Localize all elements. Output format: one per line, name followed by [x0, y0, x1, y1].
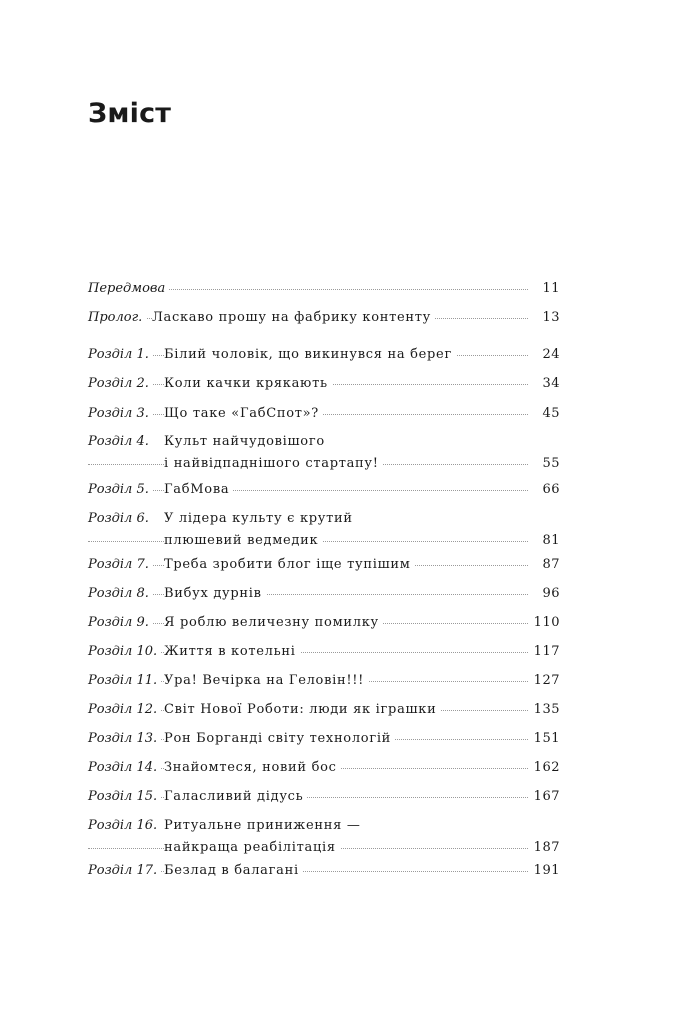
- entry-title: Галасливий дідусь: [164, 787, 307, 807]
- page-number: 81: [538, 531, 560, 551]
- entry-title: Вибух дурнів: [164, 584, 266, 604]
- entry-title: Ура! Вечірка на Геловін!!!: [164, 671, 368, 691]
- page-number: 11: [538, 279, 560, 299]
- page-number: 24: [538, 345, 560, 365]
- entry-title: Життя в котельні: [164, 642, 300, 662]
- toc-entry-foreword: [88, 279, 560, 299]
- toc-entry-chapter-13: [88, 729, 560, 749]
- entry-label: Розділ 7.: [88, 555, 153, 575]
- entry-label: Розділ 4.: [88, 432, 153, 452]
- page-number: 13: [538, 308, 560, 328]
- entry-title-continued: найкраща реабілітація: [164, 838, 340, 858]
- entry-label: Розділ 2.: [88, 374, 153, 394]
- toc-entry-chapter-15: [88, 787, 560, 807]
- entry-label: Розділ 9.: [88, 613, 153, 633]
- toc-entry-chapter-11: [88, 671, 560, 691]
- entry-title: Знайомтеся, новий бос: [164, 758, 341, 778]
- entry-title: Культ найчудовішого: [164, 432, 329, 452]
- toc-entry-chapter-9: [88, 613, 560, 633]
- toc-entry-chapter-6: [88, 509, 560, 551]
- page-number: 66: [538, 480, 560, 500]
- page-number: 34: [538, 374, 560, 394]
- toc-entry-chapter-14: [88, 758, 560, 778]
- entry-title: Світ Нової Роботи: люди як іграшки: [164, 700, 441, 720]
- page-number: 117: [530, 642, 560, 662]
- entry-label: Розділ 10.: [88, 642, 161, 662]
- entry-title: Рон Борганді світу технологій: [164, 729, 395, 749]
- toc-entry-chapter-10: [88, 642, 560, 662]
- entry-title: Ласкаво прошу на фабрику контенту: [152, 308, 435, 328]
- page-number: 162: [530, 758, 560, 778]
- dot-leader: [88, 594, 528, 595]
- entry-title-continued: плюшевий ведмедик: [164, 531, 322, 551]
- page-number: 167: [530, 787, 560, 807]
- dot-leader: [88, 490, 528, 491]
- toc-entry-chapter-8: [88, 584, 560, 604]
- page-number: 135: [530, 700, 560, 720]
- toc-entry-chapter-7: [88, 555, 560, 575]
- toc-entry-chapter-12: [88, 700, 560, 720]
- toc-entry-chapter-1: [88, 345, 560, 365]
- entry-title: Коли качки крякають: [164, 374, 332, 394]
- entry-title: Білий чоловік, що викинувся на берег: [164, 345, 456, 365]
- toc-entry-chapter-3: [88, 404, 560, 424]
- entry-label: Розділ 15.: [88, 787, 161, 807]
- entry-label: Розділ 5.: [88, 480, 153, 500]
- toc-entry-chapter-4: [88, 432, 560, 474]
- page-number: 191: [530, 861, 560, 881]
- entry-title-continued: і найвідпаднішого стартапу!: [164, 454, 383, 474]
- entry-label: Розділ 3.: [88, 404, 153, 424]
- toc-entry-chapter-16: [88, 816, 560, 858]
- page-number: 110: [530, 613, 560, 633]
- toc-entry-prologue: [88, 308, 560, 328]
- entry-title: Ритуальне приниження —: [164, 816, 365, 836]
- entry-title: Що таке «ГабСпот»?: [164, 404, 323, 424]
- toc-entry-chapter-2: [88, 374, 560, 394]
- entry-label: Розділ 11.: [88, 671, 161, 691]
- toc-entry-chapter-17: [88, 861, 560, 881]
- entry-title: У лідера культу є крутий: [164, 509, 357, 529]
- entry-label: Розділ 1.: [88, 345, 153, 365]
- page-title: Зміст: [88, 98, 172, 129]
- entry-label: Розділ 13.: [88, 729, 161, 749]
- entry-title: Я роблю величезну помилку: [164, 613, 383, 633]
- page-number: 45: [538, 404, 560, 424]
- page-number: 55: [538, 454, 560, 474]
- entry-label: Розділ 12.: [88, 700, 161, 720]
- page-number: 127: [530, 671, 560, 691]
- entry-title: ГабМова: [164, 480, 233, 500]
- page-number: 187: [530, 838, 560, 858]
- entry-title: Треба зробити блог іще тупішим: [164, 555, 415, 575]
- toc-entry-chapter-5: [88, 480, 560, 500]
- entry-label: Розділ 17.: [88, 861, 161, 881]
- entry-label: Передмова: [88, 279, 169, 299]
- entry-label: Розділ 8.: [88, 584, 153, 604]
- entry-label: Пролог.: [88, 308, 146, 328]
- page-number: 96: [538, 584, 560, 604]
- page-number: 151: [530, 729, 560, 749]
- entry-title: Безлад в балагані: [164, 861, 303, 881]
- entry-label: Розділ 6.: [88, 509, 153, 529]
- entry-label: Розділ 16.: [88, 816, 161, 836]
- entry-label: Розділ 14.: [88, 758, 161, 778]
- page-number: 87: [538, 555, 560, 575]
